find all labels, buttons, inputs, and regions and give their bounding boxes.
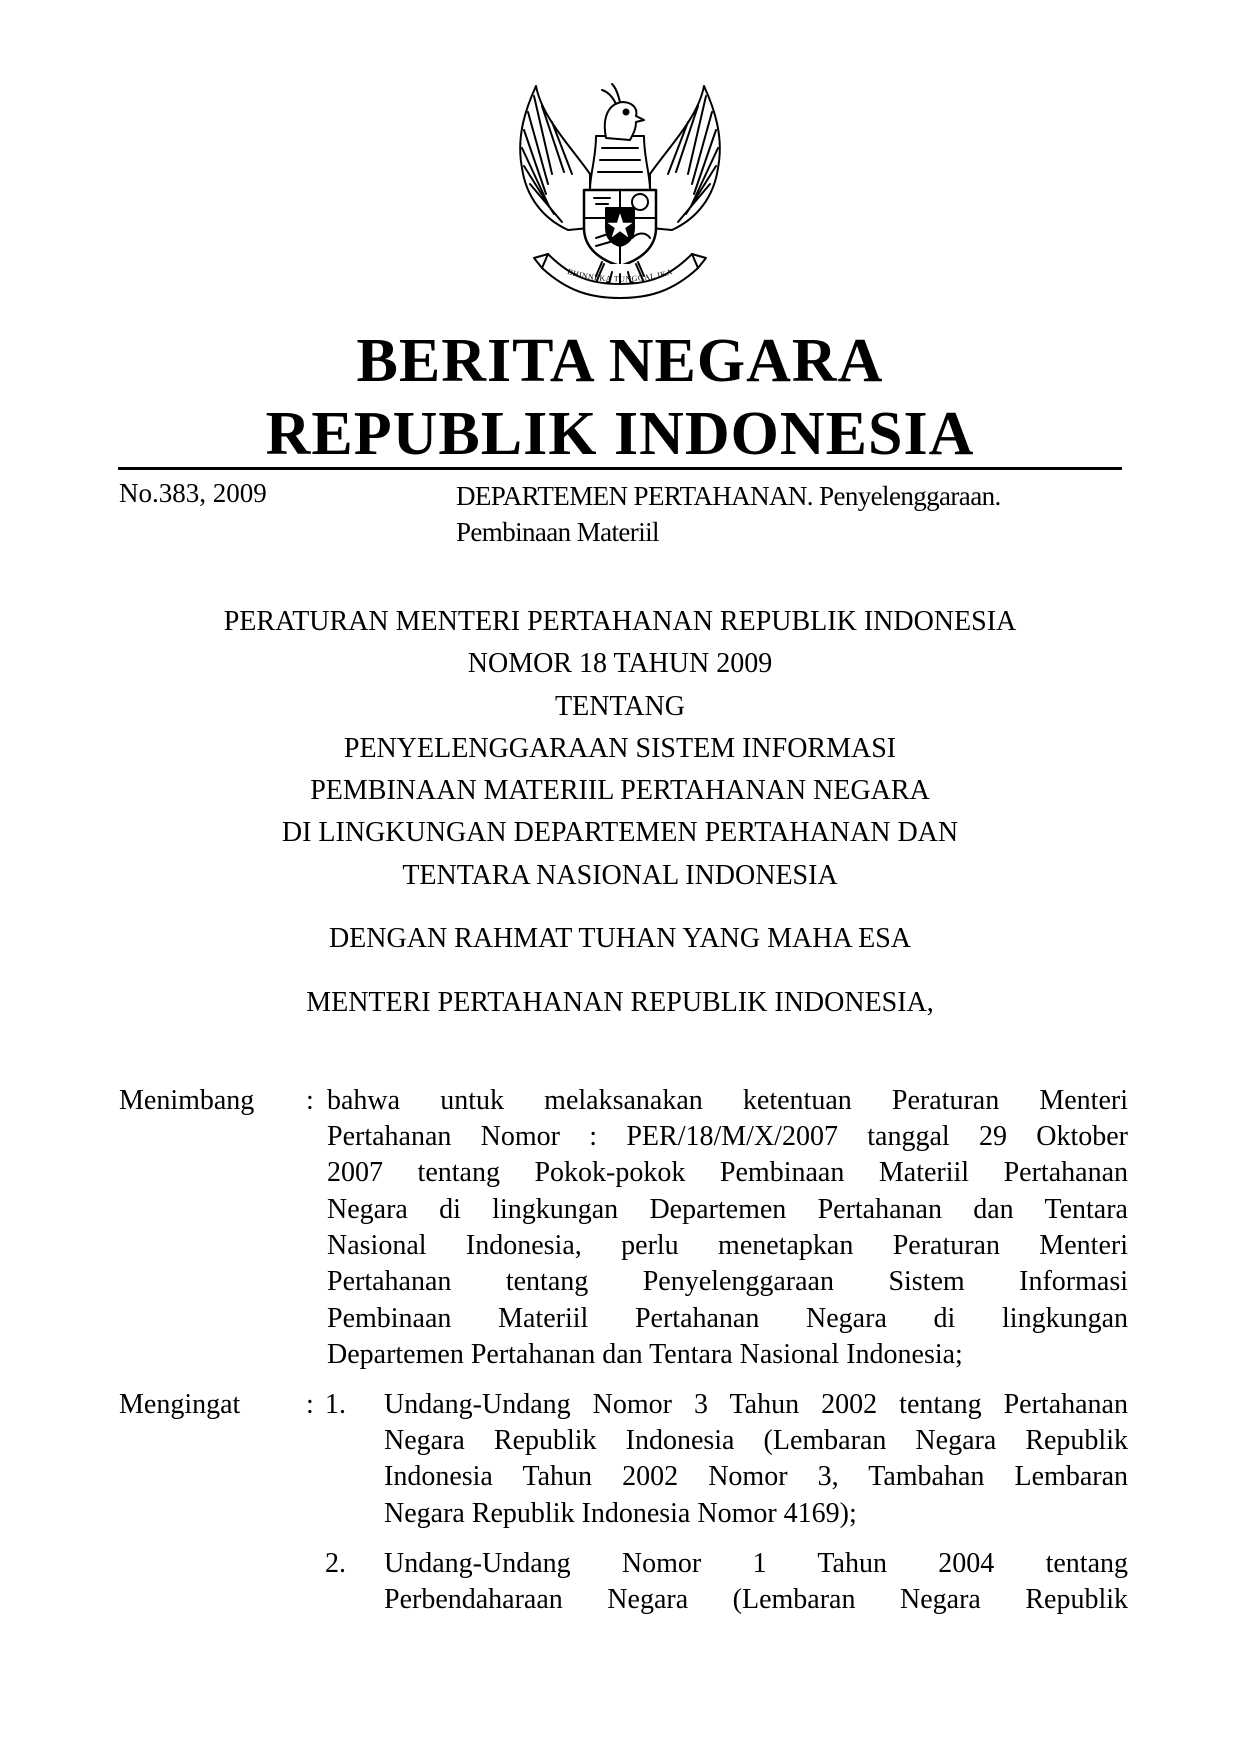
gazette-subject-line: Pembinaan Materiil <box>456 517 659 547</box>
menimbang-text-line: Pembinaan Materiil Pertahanan Negara di lingkungan <box>327 1305 1128 1333</box>
masthead-title-line1: BERITA NEGARA <box>356 327 884 395</box>
regulation-title-line: PERATURAN MENTERI PERTAHANAN REPUBLIK INDONESIA <box>223 606 1017 637</box>
mengingat-item-line: Negara Republik Indonesia Nomor 4169); <box>384 1500 857 1528</box>
mengingat-label: Mengingat <box>119 1389 241 1420</box>
regulation-title-line: TENTANG <box>555 691 685 722</box>
menimbang-text-line: Pertahanan Nomor : PER/18/M/X/2007 tanggal 29 Oktober <box>327 1123 1128 1151</box>
masthead-divider <box>118 467 1122 470</box>
mengingat-item-number: 1. <box>325 1389 346 1420</box>
mengingat-item-line: Perbendaharaan Negara (Lembaran Negara Republik <box>384 1586 1128 1614</box>
minister-heading: MENTERI PERTAHANAN REPUBLIK INDONESIA, <box>306 987 934 1018</box>
menimbang-text-line: Departemen Pertahanan dan Tentara Nasional Indonesia; <box>327 1341 963 1369</box>
garuda-pancasila-emblem-icon <box>512 78 728 302</box>
mengingat-item-line: Indonesia Tahun 2002 Nomor 3, Tambahan Lembaran <box>384 1463 1128 1491</box>
gazette-subject <box>456 478 1096 550</box>
menimbang-text-line: Pertahanan tentang Penyelenggaraan Sistem Informasi <box>327 1268 1128 1296</box>
menimbang-text-line: Nasional Indonesia, perlu menetapkan Peraturan Menteri <box>327 1232 1128 1260</box>
regulation-title-line: DI LINGKUNGAN DEPARTEMEN PERTAHANAN DAN <box>281 817 959 848</box>
gazette-number: No.383, 2009 <box>119 478 267 508</box>
regulation-title-line: PEMBINAAN MATERIIL PERTAHANAN NEGARA <box>310 775 930 806</box>
menimbang-text-line: bahwa untuk melaksanakan ketentuan Peraturan Menteri <box>327 1087 1128 1115</box>
masthead-title-line2: REPUBLIK INDONESIA <box>265 400 975 468</box>
emblem-motto: BHINNEKA TUNGGAL IKA <box>566 266 674 284</box>
mengingat-item-line: Undang-Undang Nomor 1 Tahun 2004 tentang <box>384 1550 1128 1578</box>
regulation-title-line: TENTARA NASIONAL INDONESIA <box>402 860 838 891</box>
menimbang-text-line: 2007 tentang Pokok-pokok Pembinaan Materiil Pertahanan <box>327 1159 1128 1187</box>
mengingat-item-line: Negara Republik Indonesia (Lembaran Negara Republik <box>384 1427 1128 1455</box>
menimbang-colon: : <box>306 1085 314 1116</box>
mengingat-item-line: Undang-Undang Nomor 3 Tahun 2002 tentang Pertahanan <box>384 1391 1128 1419</box>
gazette-subject-line: DEPARTEMEN PERTAHANAN. Penyelenggaraan. <box>456 481 1001 511</box>
regulation-title-line: PENYELENGGARAAN SISTEM INFORMASI <box>343 733 897 764</box>
mengingat-colon: : <box>306 1389 314 1420</box>
regulation-number: NOMOR 18 TAHUN 2009 <box>467 648 773 679</box>
menimbang-label: Menimbang <box>119 1085 255 1116</box>
invocation: DENGAN RAHMAT TUHAN YANG MAHA ESA <box>328 923 912 954</box>
mengingat-item-number: 2. <box>325 1548 346 1579</box>
menimbang-text-line: Negara di lingkungan Departemen Pertahanan dan Tentara <box>327 1196 1128 1224</box>
